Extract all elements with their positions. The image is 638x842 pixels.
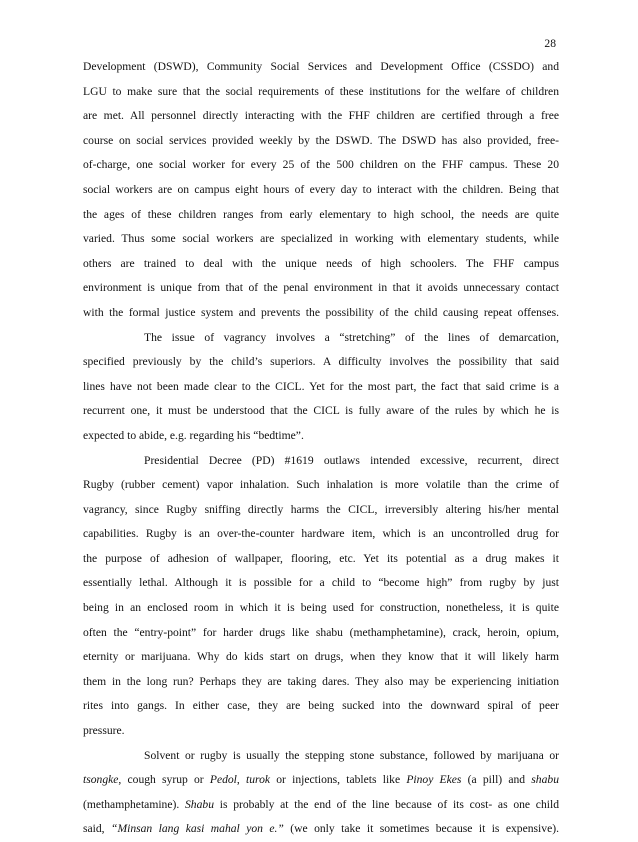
text-line — [83, 670, 559, 695]
text-line — [83, 178, 559, 203]
text-line — [83, 153, 559, 178]
text-line — [83, 621, 559, 646]
text-line-content: course on social services provided weekly by the DSWD. The DSWD has also provided, free- — [83, 133, 559, 147]
text-line-content: varied. Thus some social workers are specialized in working with elementary students, while — [83, 232, 559, 246]
text-line — [83, 227, 559, 252]
text-line — [83, 571, 559, 596]
text-line — [83, 55, 559, 80]
text-line-content: environment is unique from that of the penal environment in that it avoids unnecessary contact — [83, 281, 559, 295]
text-line-content: being in an enclosed room in which it is being used for construction, nonetheless, it is quite — [83, 601, 559, 615]
text-run: (methamphetamine). — [83, 797, 185, 811]
page-number: 28 — [544, 37, 556, 50]
text-line-content: often the “entry-point” for harder drugs like shabu (methamphetamine), crack, heroin, opium, — [83, 625, 559, 639]
text-line — [83, 350, 559, 375]
text-line-content: others are trained to deal with the unique needs of high schoolers. The FHF campus — [83, 256, 559, 270]
text-run: is probably at the end of the line because of its cost- as one child — [213, 797, 559, 811]
italic-quote: “Minsan lang kasi mahal yon e.” — [111, 822, 284, 836]
text-line — [83, 375, 559, 400]
text-line — [83, 473, 559, 498]
italic-term: Shabu — [185, 797, 214, 811]
text-line — [83, 203, 559, 228]
italic-term: tsongke — [83, 773, 119, 787]
italic-term: Pinoy Ekes — [406, 773, 462, 787]
text-line-content: specified previously by the child’s superiors. A difficulty involves the possibility that said — [83, 355, 559, 369]
text-line-content: with the formal justice system and prevents the possibility of the child causing repeat offenses. — [83, 305, 559, 319]
text-line — [83, 768, 559, 793]
text-line — [83, 645, 559, 670]
text-line — [83, 326, 559, 351]
paragraph-start-line: The issue of vagrancy involves a “stretching” of the lines of demarcation, — [144, 330, 559, 344]
text-line-content: LGU to make sure that the social requirements of these institutions for the welfare of children — [83, 84, 559, 98]
text-line — [83, 498, 559, 523]
text-line-content — [83, 793, 559, 818]
text-run: said, — [83, 822, 111, 836]
text-line — [83, 596, 559, 621]
italic-term: shabu — [531, 773, 559, 787]
text-line-content — [83, 817, 559, 842]
text-line-content: lines have not been made clear to the CICL. Yet for the most part, the fact that said crime is a — [83, 379, 559, 393]
text-line — [83, 104, 559, 129]
text-run: , cough syrup or — [118, 773, 210, 787]
text-line-content: Rugby (rubber cement) vapor inhalation. Such inhalation is more volatile than the crime of — [83, 478, 559, 492]
text-run: (a pill) and — [461, 773, 532, 787]
text-line — [83, 744, 559, 769]
text-line — [83, 301, 559, 326]
text-line — [83, 80, 559, 105]
text-line-content: Development (DSWD), Community Social Services and Development Office (CSSDO) and — [83, 60, 559, 73]
paragraph-end-line: expected to abide, e.g. regarding his “bedtime”. — [83, 428, 304, 442]
text-line-content: eternity or marijuana. Why do kids start on drugs, when they know that it will likely harm — [83, 650, 559, 664]
text-line-content: them in the long run? Perhaps they are taking dares. They also may be experiencing initiation — [83, 674, 559, 688]
text-line-content: capabilities. Rugby is an over-the-counter hardware item, which is an uncontrolled drug for — [83, 527, 559, 541]
italic-term: Pedol — [209, 773, 237, 787]
text-line — [83, 719, 559, 744]
italic-term: turok — [246, 773, 271, 787]
text-line-content — [83, 768, 559, 793]
text-line — [83, 793, 559, 818]
paragraph-start-line: Solvent or rugby is usually the stepping stone substance, followed by marijuana or — [144, 748, 559, 762]
text-line-content: essentially lethal. Although it is possible for a child to “become high” from rugby by just — [83, 576, 559, 590]
text-line-content: the purpose of adhesion of wallpaper, flooring, etc. Yet its potential as a drug makes it — [83, 551, 559, 565]
text-line — [83, 694, 559, 719]
text-line-content: vagrancy, since Rugby sniffing directly harms the CICL, irreversibly altering his/her mental — [83, 502, 559, 516]
text-line-content: rites into gangs. In either case, they are being sucked into the downward spiral of peer — [83, 699, 559, 713]
text-line-content: of-charge, one social worker for every 25 of the 500 children on the FHF campus. These 20 — [83, 158, 559, 172]
paragraph-start-line: Presidential Decree (PD) #1619 outlaws intended excessive, recurrent, direct — [144, 453, 559, 467]
text-line-content: social workers are on campus eight hours of every day to interact with the children. Being that — [83, 182, 559, 196]
text-line-content: recurrent one, it must be understood that the CICL is fully aware of the rules by which he is — [83, 404, 559, 418]
text-line — [83, 547, 559, 572]
text-line — [83, 276, 559, 301]
text-line — [83, 129, 559, 154]
text-line — [83, 399, 559, 424]
text-line — [83, 522, 559, 547]
text-line — [83, 449, 559, 474]
text-run: , — [236, 773, 246, 787]
text-line-content: the ages of these children ranges from early elementary to high school, the needs are quite — [83, 207, 559, 221]
body-text — [83, 55, 559, 842]
text-run: (we only take it sometimes because it is expensive). — [283, 822, 559, 836]
text-line-content: are met. All personnel directly interacting with the FHF children are certified through a free — [83, 109, 559, 123]
text-line — [83, 424, 559, 449]
text-line — [83, 252, 559, 277]
text-run: or injections, tablets like — [270, 773, 407, 787]
text-line — [83, 817, 559, 842]
paragraph-end-line: pressure. — [83, 724, 125, 738]
